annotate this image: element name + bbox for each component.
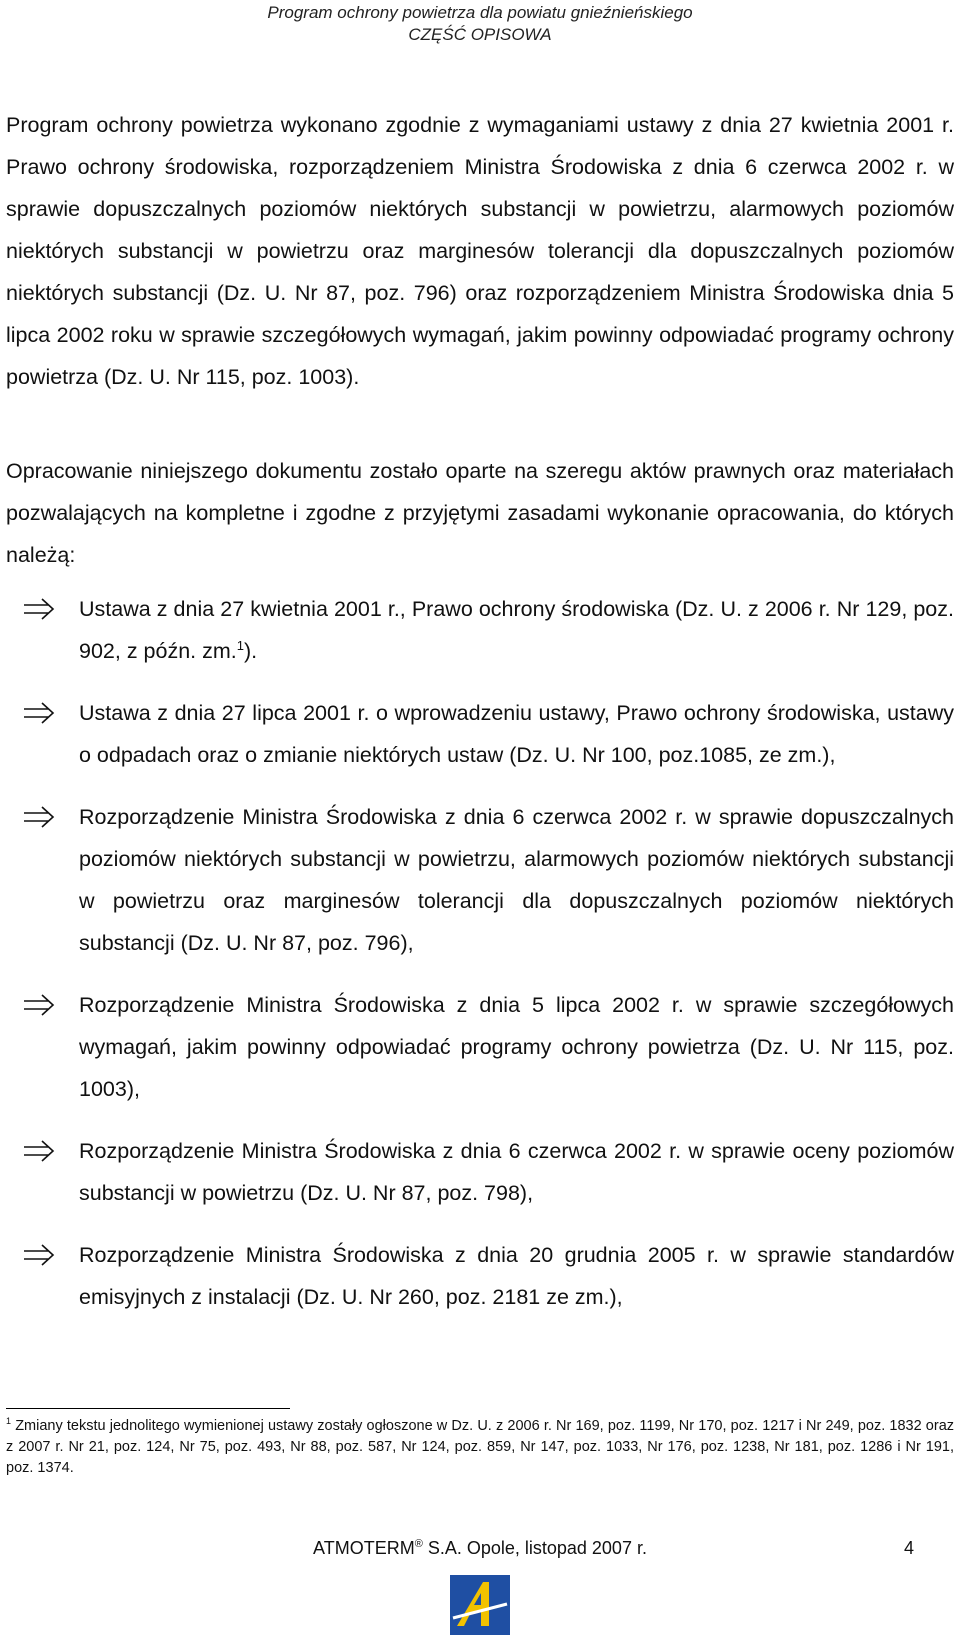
list-item: [6, 692, 954, 776]
list-item: [6, 984, 954, 1110]
list-item-text: Rozporządzenie Ministra Środowiska z dnia 6 czerwca 2002 r. w sprawie dopuszczalnych poziomów niektórych substancji w powietrzu, alarmowych poziomów niektórych substancji w powietrzu oraz marginesów tolerancji dla dopuszczalnych poziomów niektórych substancji (Dz. U. Nr 87, poz. 796),: [79, 805, 954, 955]
page-number: 4: [903, 1538, 914, 1558]
list-item-text: Ustawa z dnia 27 lipca 2001 r. o wprowadzeniu ustawy, Prawo ochrony środowiska, ustawy o odpadach oraz o zmianie niektórych ustaw (Dz. U. Nr 100, poz.1085, ze zm.),: [79, 701, 954, 767]
intro-paragraph: Program ochrony powietrza wykonano zgodnie z wymaganiami ustawy z dnia 27 kwietnia 2001 r. Prawo ochrony środowiska, rozporządzeniem Ministra Środowiska z dnia 6 czerwca 2002 r. w sprawie dopuszczalnych poziomów niektórych substancji w powietrzu, alarmowych poziomów niektórych substancji w powietrzu oraz marginesów tolerancji dla dopuszczalnych poziomów niektórych substancji (Dz. U. Nr 87, poz. 796) oraz rozporządzeniem Ministra Środowiska dnia 5 lipca 2002 roku w sprawie szczegółowych wymagań, jakim powinny odpowiadać programy ochrony powietrza (Dz. U. Nr 115, poz. 1003).: [6, 113, 954, 389]
page-header: [0, 2, 960, 46]
footer-company: ATMOTERM: [313, 1538, 415, 1558]
footer-company-line: [0, 1536, 960, 1560]
registered-mark: ®: [414, 1538, 423, 1550]
double-arrow-right-icon: [20, 984, 60, 1026]
footnote-separator: [6, 1408, 290, 1409]
header-title: Program ochrony powietrza dla powiatu gnieźnieńskiego: [267, 3, 693, 22]
footnote-text: Zmiany tekstu jednolitego wymienionej ustawy zostały ogłoszone w Dz. U. z 2006 r. Nr 169, poz. 1199, Nr 170, poz. 1217 i Nr 249, poz. 1832 oraz z 2007 r. Nr 21, poz. 124, Nr 75, poz. 493, Nr 88, poz. 587, Nr 124, poz. 859, Nr 147, poz. 1033, Nr 176, poz. 1238, Nr 181, poz. 1286 i Nr 191, poz. 1374.: [6, 1418, 955, 1476]
header-subtitle: CZĘŚĆ OPISOWA: [408, 25, 552, 44]
list-item: [6, 588, 954, 672]
double-arrow-right-icon: [20, 1234, 60, 1276]
list-item-text: Rozporządzenie Ministra Środowiska z dnia 20 grudnia 2005 r. w sprawie standardów emisyjnych z instalacji (Dz. U. Nr 260, poz. 2181 ze zm.),: [79, 1243, 954, 1309]
double-arrow-right-icon: [20, 796, 60, 838]
footer-date: S.A. Opole, listopad 2007 r.: [422, 1538, 647, 1558]
list-item-text: Ustawa z dnia 27 kwietnia 2001 r., Prawo ochrony środowiska (Dz. U. z 2006 r. Nr 129, poz. 902, z późn. zm.: [79, 597, 954, 663]
list-item: [6, 1234, 954, 1318]
double-arrow-right-icon: [20, 588, 60, 630]
list-item-text: Rozporządzenie Ministra Środowiska z dnia 5 lipca 2002 r. w sprawie szczegółowych wymagań, jakim powinny odpowiadać programy ochrony powietrza (Dz. U. Nr 115, poz. 1003),: [79, 993, 954, 1101]
footnote: [6, 1416, 954, 1479]
list-item-text-tail: ).: [243, 639, 258, 663]
list-item: [6, 796, 954, 964]
footnote-mark: 1: [6, 1416, 12, 1427]
footnote-reference[interactable]: 1: [236, 637, 244, 653]
list-item: [6, 1130, 954, 1214]
list-item-text: Rozporządzenie Ministra Środowiska z dnia 6 czerwca 2002 r. w sprawie oceny poziomów substancji w powietrzu (Dz. U. Nr 87, poz. 798),: [79, 1139, 954, 1205]
double-arrow-right-icon: [20, 1130, 60, 1172]
sources-paragraph: Opracowanie niniejszego dokumentu zostało oparte na szeregu aktów prawnych oraz materiałach pozwalających na kompletne i zgodne z przyjętymi zasadami wykonanie opracowania, do których należą:: [6, 459, 954, 567]
legal-acts-list: [6, 588, 954, 1338]
atmoterm-logo-icon: [449, 1574, 511, 1636]
double-arrow-right-icon: [20, 692, 60, 734]
